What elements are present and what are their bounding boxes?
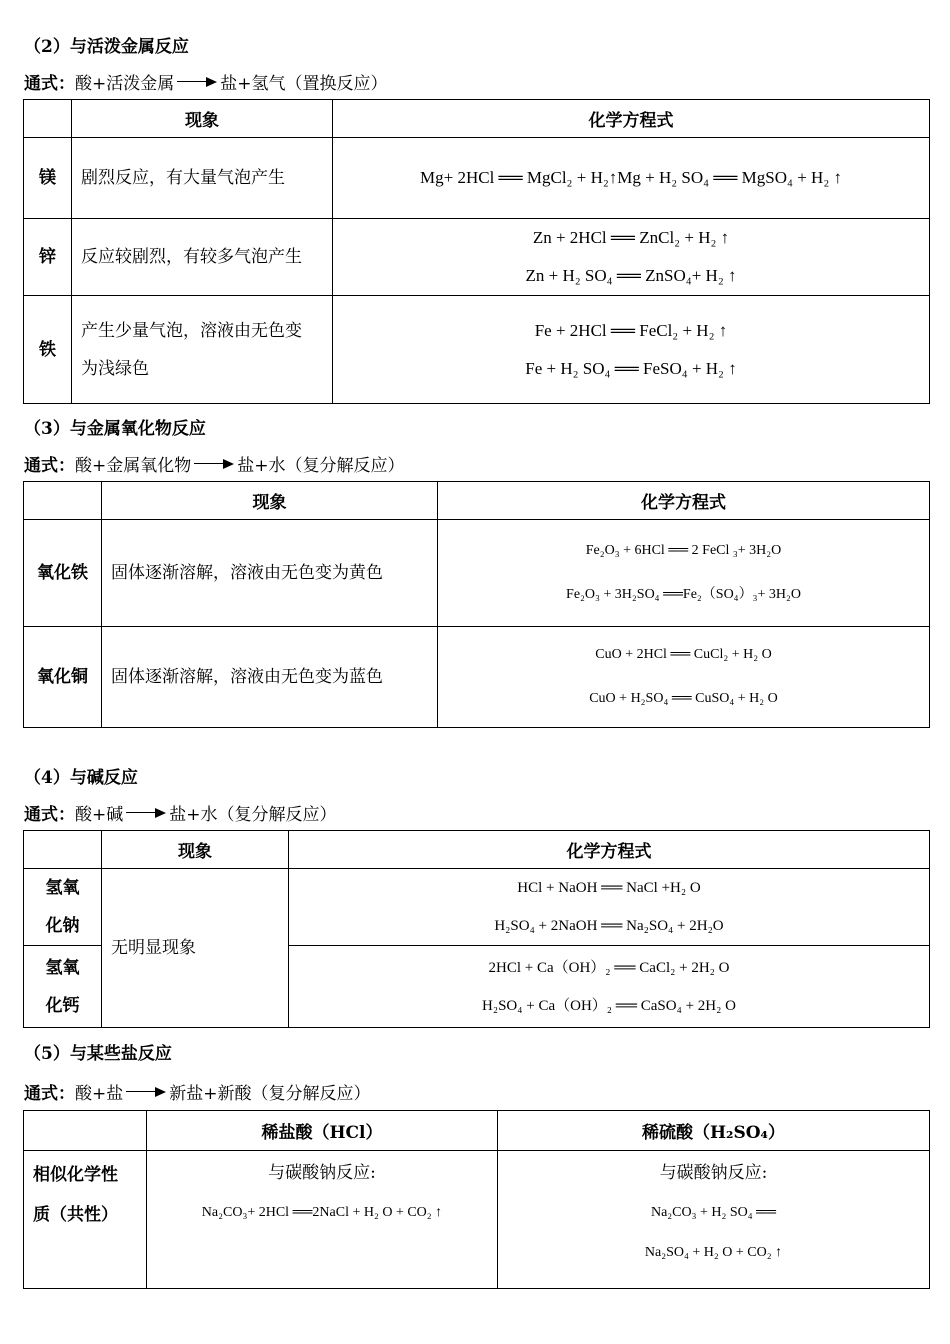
header-blank <box>24 1111 147 1151</box>
equation: Na₂CO₃+ 2HCl ══2NaCl + H₂ O + CO₂ ↑ <box>201 1205 443 1220</box>
table-row-zinc <box>24 219 930 296</box>
phenomenon-text: 固体逐渐溶解，溶液由无色变为蓝色 <box>102 627 438 728</box>
equation: Mg+ 2HCl ══ MgCl₂ + H₂↑Mg + H₂ SO₄ ══ MgSO₄ + H₂ ↑ <box>420 168 842 187</box>
equation: 2HCl + Ca（OH）₂ ══ CaCl₂ + 2H₂ O <box>488 959 730 976</box>
header-hydrochloric-acid: 稀盐酸（HCl） <box>147 1111 498 1151</box>
phenomenon-text: 产生少量气泡，溶液由无色变 <box>81 320 302 341</box>
header-blank <box>24 831 102 869</box>
equation: Fe + 2HCl ══ FeCl₂ + H₂ ↑ <box>534 320 728 340</box>
formula-label: 通式： <box>24 74 75 94</box>
equation: H₂SO₄ + 2NaOH ══ Na₂SO₄ + 2H₂O <box>494 918 724 934</box>
formula-reactants: 酸+活泼金属 <box>75 74 175 94</box>
general-formula-salts <box>24 1079 371 1104</box>
reaction-title: 与碳酸钠反应: <box>268 1163 376 1183</box>
formula-label: 通式： <box>24 456 75 476</box>
header-phenomenon: 现象 <box>102 831 289 869</box>
general-formula-active-metals <box>24 69 388 94</box>
header-blank <box>24 100 72 138</box>
formula-label: 通式： <box>24 805 75 825</box>
header-sulfuric-acid: 稀硫酸（H₂SO₄） <box>498 1111 930 1151</box>
header-phenomenon: 现象 <box>102 482 438 520</box>
header-blank <box>24 482 102 520</box>
base-name: 氢氧 <box>45 957 80 978</box>
formula-reactants: 酸+盐 <box>75 1084 124 1104</box>
reaction-title: 与碳酸钠反应: <box>659 1163 768 1183</box>
section-title-salts: （5）与某些盐反应 <box>24 1044 172 1064</box>
arrow-icon <box>177 77 217 87</box>
equation: Na₂SO₄ + H₂ O + CO₂ ↑ <box>644 1245 783 1260</box>
section-title-active-metals: （2）与活泼金属反应 <box>24 37 189 57</box>
table-row-iron-oxide <box>24 520 930 627</box>
table-row-iron <box>24 296 930 404</box>
table-header-row <box>24 831 930 869</box>
header-equation: 化学方程式 <box>438 482 930 520</box>
equation: Zn + 2HCl ══ ZnCl₂ + H₂ ↑ <box>532 228 730 247</box>
metal-name: 铁 <box>24 296 72 404</box>
equation: Fe + H₂ SO₄ ══ FeSO₄ + H₂ ↑ <box>525 358 737 378</box>
table-row-copper-oxide <box>24 627 930 728</box>
equation: H₂SO₄ + Ca（OH）₂ ══ CaSO₄ + 2H₂ O <box>482 997 736 1014</box>
base-name: 化钙 <box>45 995 80 1016</box>
formula-products: 盐+氢气（置换反应） <box>220 74 388 94</box>
general-formula-bases <box>24 800 337 825</box>
row-label: 相似化学性 <box>33 1165 118 1185</box>
metal-name: 镁 <box>24 138 72 219</box>
general-formula-metal-oxides <box>24 451 405 476</box>
formula-reactants: 酸+碱 <box>75 805 124 825</box>
base-name: 氢氧 <box>45 878 80 898</box>
base-name: 化钠 <box>45 916 80 936</box>
phenomenon-text: 剧烈反应，有大量气泡产生 <box>72 138 333 219</box>
table-header-row <box>24 482 930 520</box>
equation: HCl + NaOH ══ NaCl +H₂ O <box>517 880 701 896</box>
formula-label: 通式： <box>24 1084 75 1104</box>
table-row-magnesium <box>24 138 930 219</box>
equation: Fe₂O₃ + 3H₂SO₄ ══Fe₂（SO₄）₃+ 3H₂O <box>566 587 801 602</box>
equation: Zn + H₂ SO₄ ══ ZnSO₄+ H₂ ↑ <box>525 266 737 285</box>
header-equation: 化学方程式 <box>289 831 930 869</box>
section-title-bases: （4）与碱反应 <box>24 768 138 788</box>
phenomenon-text: 固体逐渐溶解，溶液由无色变为黄色 <box>102 520 438 627</box>
table-row-sodium-hydroxide <box>24 869 930 946</box>
formula-products: 盐+水（复分解反应） <box>237 456 405 476</box>
phenomenon-text: 为浅绿色 <box>81 358 149 379</box>
table-header-row <box>24 100 930 138</box>
formula-reactants: 酸+金属氧化物 <box>75 456 192 476</box>
salts-table <box>23 1110 930 1289</box>
formula-products: 新盐+新酸（复分解反应） <box>169 1084 371 1104</box>
active-metals-table <box>23 99 930 404</box>
arrow-icon <box>194 459 234 469</box>
table-row-common-properties <box>24 1151 930 1289</box>
phenomenon-text: 无明显现象 <box>102 869 289 1028</box>
equation: Na₂CO₃ + H₂ SO₄ ══ <box>650 1205 777 1220</box>
metal-oxides-table <box>23 481 930 728</box>
equation: CuO + 2HCl ══ CuCl₂ + H₂ O <box>595 647 772 662</box>
arrow-icon <box>126 808 166 818</box>
equation: Fe₂O₃ + 6HCl ══ 2 FeCl ₃+ 3H₂O <box>585 543 782 558</box>
oxide-name: 氧化铜 <box>24 627 102 728</box>
row-label: 质（共性） <box>33 1205 118 1225</box>
arrow-icon <box>126 1087 166 1097</box>
metal-name: 锌 <box>24 219 72 296</box>
phenomenon-text: 反应较剧烈，有较多气泡产生 <box>72 219 333 296</box>
section-title-metal-oxides: （3）与金属氧化物反应 <box>24 419 206 439</box>
formula-products: 盐+水（复分解反应） <box>169 805 337 825</box>
table-header-row <box>24 1111 930 1151</box>
bases-table <box>23 830 930 1028</box>
header-equation: 化学方程式 <box>333 100 930 138</box>
header-phenomenon: 现象 <box>72 100 333 138</box>
oxide-name: 氧化铁 <box>24 520 102 627</box>
equation: CuO + H₂SO₄ ══ CuSO₄ + H₂ O <box>589 691 778 706</box>
